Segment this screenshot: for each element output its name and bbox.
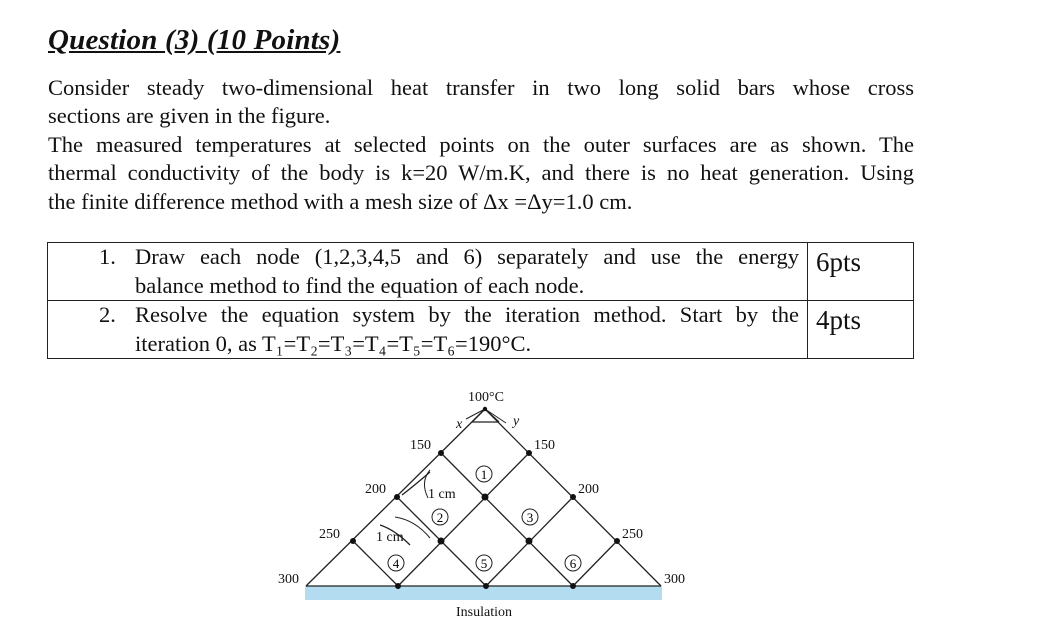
node-4-label: 4 — [392, 556, 400, 571]
dimension-label-upper: 1 cm — [428, 487, 456, 502]
paragraph-1-line-1: Consider steady two-dimensional heat transfer in two long solid bars whose cross — [48, 75, 914, 100]
task-1-line-1: Draw each node (1,2,3,4,5 and 6) separately and use the energy — [135, 244, 799, 269]
task-2-line-2: iteration 0, as T₁=T₂=T₃=T₄=T₅=T₆=190°C. — [135, 330, 532, 356]
node-3 — [522, 509, 538, 525]
node-1 — [476, 466, 492, 482]
right-temp-150: 150 — [534, 438, 555, 453]
insulation-label: Insulation — [456, 605, 512, 620]
paragraph-2-line-2: thermal conductivity of the body is k=20 W/m.K, and there is no heat generation. Using — [48, 160, 914, 185]
node-4 — [388, 555, 404, 571]
node-6 — [565, 555, 581, 571]
task-1-number: 1. — [99, 244, 116, 269]
left-temp-150: 150 — [410, 438, 431, 453]
left-temp-300: 300 — [278, 572, 299, 587]
task-2-points: 4pts — [808, 301, 914, 359]
node-5 — [476, 555, 492, 571]
task-2-line-1: Resolve the equation system by the iteration method. Start by the — [135, 302, 799, 327]
insulation-strip — [305, 586, 662, 600]
node-3-label: 3 — [526, 510, 534, 525]
left-temp-200: 200 — [365, 482, 386, 497]
task-1-line-2: balance method to find the equation of each node. — [135, 272, 585, 298]
paragraph-2-line-3: the finite difference method with a mesh size of Δx =Δy=1.0 cm. — [48, 189, 633, 214]
left-temp-250: 250 — [319, 527, 340, 542]
node-2 — [432, 509, 448, 525]
node-5-label: 5 — [480, 556, 488, 571]
x-axis-label: x — [456, 417, 463, 432]
dimension-label-lower: 1 cm — [376, 530, 404, 545]
top-temperature-label: 100°C — [468, 390, 504, 405]
y-axis-label: y — [513, 414, 520, 429]
paragraph-1-line-2: sections are given in the figure. — [48, 103, 331, 128]
task-1-points: 6pts — [808, 243, 914, 301]
task-2-number: 2. — [99, 302, 116, 327]
paragraph-2-line-1: The measured temperatures at selected points on the outer surfaces are as shown. The — [48, 132, 914, 157]
node-2-label: 2 — [436, 510, 444, 525]
question-title: Question (3) (10 Points) — [48, 24, 341, 56]
node-1-label: 1 — [480, 467, 488, 482]
right-temp-300: 300 — [664, 572, 685, 587]
node-6-label: 6 — [569, 556, 577, 571]
right-temp-250: 250 — [622, 527, 643, 542]
right-temp-200: 200 — [578, 482, 599, 497]
